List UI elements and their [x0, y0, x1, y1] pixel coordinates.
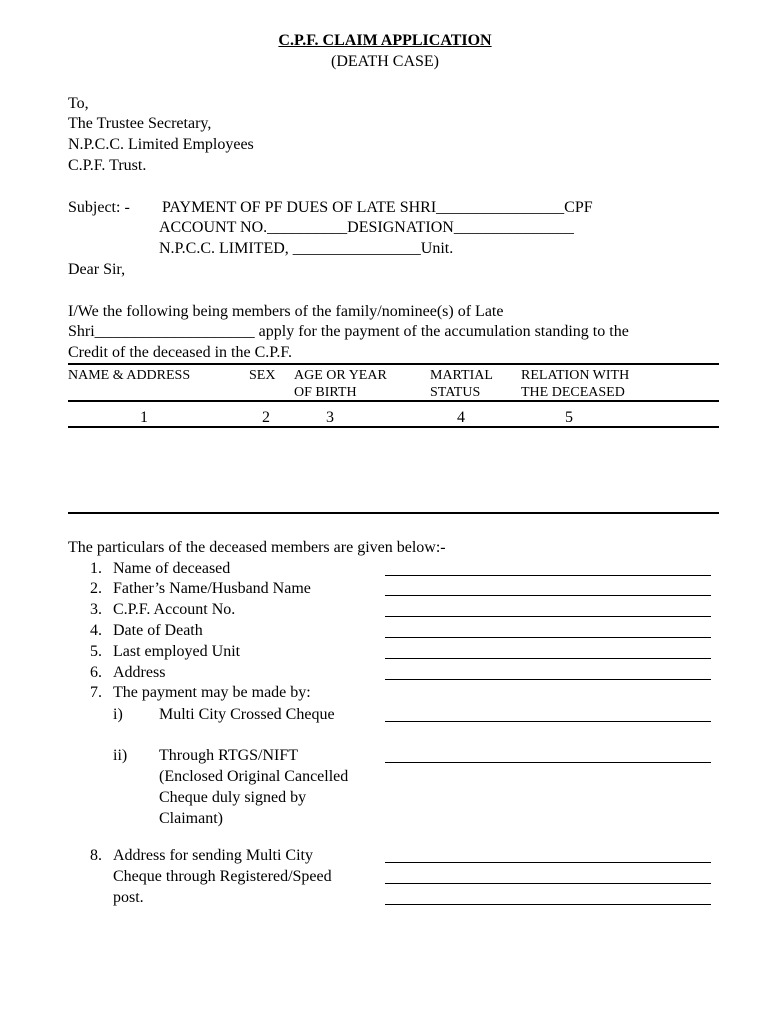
col-number-3: 3 — [326, 409, 334, 426]
address-to: To, — [68, 95, 89, 112]
subject-line-3: N.P.C.C. LIMITED, ________________Unit. — [159, 240, 454, 257]
item-3-label: C.P.F. Account No. — [113, 601, 236, 618]
item-5-number: 5. — [90, 643, 102, 660]
item-2-number: 2. — [90, 580, 102, 597]
form-title: C.P.F. CLAIM APPLICATION — [278, 32, 492, 49]
item-8-line-1: Address for sending Multi City — [113, 847, 313, 864]
payment-option-1-number: i) — [113, 706, 123, 723]
col-header-age-1: AGE OR YEAR — [294, 368, 387, 383]
col-number-2: 2 — [262, 409, 270, 426]
col-header-relation-1: RELATION WITH — [521, 368, 630, 383]
payment-option-2-line-4: Claimant) — [159, 810, 223, 827]
item-8-line-2: Cheque through Registered/Speed — [113, 868, 332, 885]
subject-label: Subject: - — [68, 199, 130, 216]
item-8-number: 8. — [90, 847, 102, 864]
table-top-rule — [68, 363, 719, 365]
item-2-blank — [385, 595, 711, 596]
form-subtitle: (DEATH CASE) — [331, 53, 439, 70]
item-4-label: Date of Death — [113, 622, 203, 639]
item-7-label: The payment may be made by: — [113, 684, 311, 701]
col-header-relation-2: THE DECEASED — [521, 385, 625, 400]
item-1-label: Name of deceased — [113, 560, 231, 577]
item-4-number: 4. — [90, 622, 102, 639]
table-bottom-rule — [68, 512, 719, 514]
address-line-2: N.P.C.C. Limited Employees — [68, 136, 254, 153]
subject-line-1: PAYMENT OF PF DUES OF LATE SHRI________________CPF — [162, 199, 593, 216]
address-line-3: C.P.F. Trust. — [68, 157, 147, 174]
col-header-sex: SEX — [249, 368, 276, 383]
payment-option-2-line-3: Cheque duly signed by — [159, 789, 307, 806]
subject-line-2: ACCOUNT NO.__________DESIGNATION_______________ — [159, 219, 574, 236]
payment-option-2-line-1: Through RTGS/NIFT — [159, 747, 299, 764]
item-1-number: 1. — [90, 560, 102, 577]
item-8-line-3: post. — [113, 889, 144, 906]
payment-option-2-line-2: (Enclosed Original Cancelled — [159, 768, 349, 785]
payment-option-2-blank — [385, 762, 711, 763]
address-line-1: The Trustee Secretary, — [68, 115, 212, 132]
payment-option-2-number: ii) — [113, 747, 128, 764]
item-2-label: Father’s Name/Husband Name — [113, 580, 311, 597]
col-header-name: NAME & ADDRESS — [68, 368, 191, 383]
body-line-3: Credit of the deceased in the C.P.F. — [68, 344, 293, 361]
item-4-blank — [385, 637, 711, 638]
salutation: Dear Sir, — [68, 261, 126, 278]
item-3-blank — [385, 616, 711, 617]
table-number-rule — [68, 426, 719, 428]
body-line-2: Shri____________________ apply for the payment of the accumulation standing to the — [68, 323, 629, 340]
item-8-blank-1 — [385, 862, 711, 863]
payment-option-1-label: Multi City Crossed Cheque — [159, 706, 335, 723]
item-1-blank — [385, 575, 711, 576]
col-header-status-1: MARTIAL — [430, 368, 493, 383]
item-8-blank-3 — [385, 904, 711, 905]
item-7-number: 7. — [90, 684, 102, 701]
item-6-label: Address — [113, 664, 166, 681]
col-number-4: 4 — [457, 409, 465, 426]
item-6-number: 6. — [90, 664, 102, 681]
col-number-5: 5 — [565, 409, 573, 426]
col-header-status-2: STATUS — [430, 385, 481, 400]
item-5-label: Last employed Unit — [113, 643, 241, 660]
item-8-blank-2 — [385, 883, 711, 884]
col-number-1: 1 — [140, 409, 148, 426]
col-header-age-2: OF BIRTH — [294, 385, 357, 400]
item-3-number: 3. — [90, 601, 102, 618]
item-6-blank — [385, 679, 711, 680]
payment-option-1-blank — [385, 721, 711, 722]
particulars-intro: The particulars of the deceased members are given below:- — [68, 539, 446, 556]
body-line-1: I/We the following being members of the family/nominee(s) of Late — [68, 303, 504, 320]
item-5-blank — [385, 658, 711, 659]
table-header-rule — [68, 400, 719, 402]
